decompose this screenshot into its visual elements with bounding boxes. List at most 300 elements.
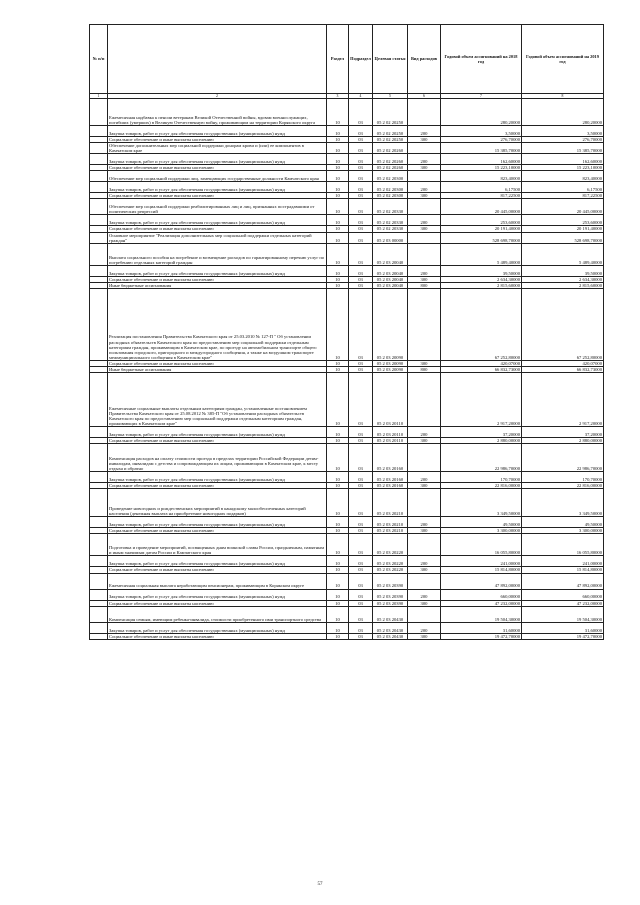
cell-name: Социальное обеспечение и иные выплаты населению [108, 528, 327, 534]
cell-2019: 66 832,73000 [522, 367, 604, 373]
cell-target: 05 2 02 20300 [373, 182, 408, 193]
cell-exp-type: 300 [408, 633, 441, 639]
cell-num [90, 534, 108, 556]
cell-target: 05 2 03 20110 [373, 373, 408, 427]
cell-target: 05 2 03 20430 [373, 622, 408, 633]
cell-exp-type: 800 [408, 367, 441, 373]
cell-section: 10 [327, 165, 349, 171]
col-number: 1 [90, 94, 108, 99]
cell-2018: 3 349,50000 [441, 489, 522, 517]
cell-exp-type: 200 [408, 427, 441, 438]
cell-name: Закупка товаров, работ и услуг для обеспечения государственных (муниципальных) нужд [108, 154, 327, 165]
col-header-subsection: Подраздел [349, 25, 373, 94]
cell-target: 05 2 03 20160 [373, 472, 408, 483]
cell-num [90, 573, 108, 589]
cell-num [90, 154, 108, 165]
cell-target: 05 2 02 20330 [373, 226, 408, 232]
cell-target: 05 2 02 20330 [373, 215, 408, 226]
cell-section: 10 [327, 367, 349, 373]
cell-subsection: 03 [349, 154, 373, 165]
cell-num [90, 606, 108, 622]
cell-num [90, 373, 108, 427]
cell-name: Ежемесячные социальные выплаты отдельным категориям граждан, установленные постановлением Правительства Камчатского края от 25.08.2012 № 385-П "Об установлении расходных обязательств Камчатского края по предоставлению мер социальной поддержки отдельным категориям граждан, проживающих в Камчатском крае" [108, 373, 327, 427]
cell-exp-type [408, 199, 441, 215]
cell-2019: 47 232,00000 [522, 600, 604, 606]
cell-section: 10 [327, 534, 349, 556]
cell-exp-type [408, 99, 441, 126]
table-row [90, 517, 604, 528]
cell-exp-type: 200 [408, 215, 441, 226]
table-row [90, 199, 604, 215]
cell-target: 05 2 03 20430 [373, 633, 408, 639]
cell-name: Закупка товаров, работ и услуг для обеспечения государственных (муниципальных) нужд [108, 622, 327, 633]
col-number: 2 [108, 94, 327, 99]
cell-num [90, 622, 108, 633]
cell-num [90, 556, 108, 567]
cell-2018: 39,50000 [441, 265, 522, 276]
cell-target: 05 2 02 20250 [373, 126, 408, 137]
cell-exp-type [408, 489, 441, 517]
cell-exp-type: 300 [408, 528, 441, 534]
cell-subsection: 03 [349, 472, 373, 483]
cell-2018: 528 698,70000 [441, 232, 522, 243]
cell-2018: 3 300,00000 [441, 528, 522, 534]
cell-exp-type [408, 573, 441, 589]
cell-subsection: 03 [349, 360, 373, 366]
cell-2018: 47 232,00000 [441, 600, 522, 606]
cell-subsection: 03 [349, 215, 373, 226]
cell-section: 10 [327, 232, 349, 243]
cell-name: Обеспечение дополнительных мер социальной поддержки донорам крови и (или) ее компонентов в Камчатском крае [108, 143, 327, 154]
cell-2018: 276,70000 [441, 137, 522, 143]
cell-section: 10 [327, 589, 349, 600]
cell-2018: 16 055,80000 [441, 534, 522, 556]
cell-2018: 170,70000 [441, 472, 522, 483]
cell-subsection: 03 [349, 193, 373, 199]
cell-section: 10 [327, 199, 349, 215]
cell-target: 05 2 03 20430 [373, 606, 408, 622]
cell-subsection: 03 [349, 567, 373, 573]
cell-subsection: 03 [349, 243, 373, 265]
table-row [90, 633, 604, 639]
cell-subsection: 03 [349, 199, 373, 215]
cell-2019: 241,00000 [522, 556, 604, 567]
cell-section: 10 [327, 276, 349, 282]
cell-name: Социальное обеспечение и иные выплаты населению [108, 193, 327, 199]
page-number: 57 [317, 882, 323, 887]
col-header-name [108, 25, 327, 94]
cell-exp-type: 300 [408, 226, 441, 232]
cell-target: 05 2 03 20110 [373, 438, 408, 444]
table-row [90, 373, 604, 427]
cell-subsection: 03 [349, 143, 373, 154]
cell-section: 10 [327, 215, 349, 226]
cell-exp-type: 800 [408, 282, 441, 288]
cell-2018: 15 223,10000 [441, 165, 522, 171]
cell-name: Основное мероприятие "Реализация дополнительных мер социальной поддержки отдельных категорий граждан" [108, 232, 327, 243]
cell-num [90, 427, 108, 438]
cell-section: 10 [327, 633, 349, 639]
table-row [90, 143, 604, 154]
cell-name: Проведение новогодних и рождественских мероприятий в канадскому малообеспеченных категорий населения (денежная выплата на приобретение новогодних подарков) [108, 489, 327, 517]
cell-num [90, 517, 108, 528]
cell-2019: 49,50000 [522, 517, 604, 528]
cell-num [90, 182, 108, 193]
cell-section: 10 [327, 573, 349, 589]
cell-subsection: 03 [349, 622, 373, 633]
table-row [90, 573, 604, 589]
cell-subsection: 03 [349, 483, 373, 489]
cell-section: 10 [327, 600, 349, 606]
cell-exp-type [408, 373, 441, 427]
cell-name: Социальное обеспечение и иные выплаты населению [108, 165, 327, 171]
cell-target: 05 2 02 20300 [373, 193, 408, 199]
cell-section: 10 [327, 193, 349, 199]
cell-2018: 2 815,60000 [441, 282, 522, 288]
cell-section: 10 [327, 622, 349, 633]
cell-2018: 67 252,80000 [441, 288, 522, 360]
cell-subsection: 03 [349, 367, 373, 373]
cell-target: 05 2 03 20220 [373, 534, 408, 556]
cell-2019: 823,40000 [522, 171, 604, 182]
cell-2018: 19 504,30000 [441, 606, 522, 622]
cell-num [90, 489, 108, 517]
table-row [90, 444, 604, 472]
cell-2018: 817,22500 [441, 193, 522, 199]
cell-section: 10 [327, 99, 349, 126]
cell-section: 10 [327, 282, 349, 288]
cell-2018: 19 472,70000 [441, 633, 522, 639]
cell-subsection: 03 [349, 276, 373, 282]
cell-subsection: 03 [349, 182, 373, 193]
cell-subsection: 03 [349, 606, 373, 622]
cell-target: 05 2 02 20260 [373, 143, 408, 154]
col-number: 5 [373, 94, 408, 99]
cell-target: 05 2 02 20300 [373, 171, 408, 182]
cell-name: Социальное обеспечение и иные выплаты населению [108, 276, 327, 282]
cell-section: 10 [327, 606, 349, 622]
cell-2019: 253,60000 [522, 215, 604, 226]
cell-section: 10 [327, 143, 349, 154]
cell-exp-type: 200 [408, 622, 441, 633]
cell-2019: 5 489,40000 [522, 243, 604, 265]
cell-2018: 6,17500 [441, 182, 522, 193]
cell-target: 05 2 03 20040 [373, 243, 408, 265]
cell-2018: 20 445,00000 [441, 199, 522, 215]
cell-2019: 47 892,00000 [522, 573, 604, 589]
cell-name: Закупка товаров, работ и услуг для обеспечения государственных (муниципальных) нужд [108, 265, 327, 276]
cell-2019: 280,20000 [522, 99, 604, 126]
cell-name: Обеспечение мер социальной поддержки лиц, замещающих государственные должности Камчатского края [108, 171, 327, 182]
cell-exp-type: 200 [408, 154, 441, 165]
cell-section: 10 [327, 373, 349, 427]
cell-exp-type: 200 [408, 589, 441, 600]
cell-2018: 31,60000 [441, 622, 522, 633]
cell-2018: 37,20000 [441, 427, 522, 438]
cell-name: Социальное обеспечение и иные выплаты населению [108, 226, 327, 232]
cell-num [90, 243, 108, 265]
table-row [90, 427, 604, 438]
cell-target: 05 2 03 20220 [373, 567, 408, 573]
cell-target: 05 2 03 20110 [373, 427, 408, 438]
cell-2019: 170,70000 [522, 472, 604, 483]
table-row [90, 154, 604, 165]
table-row [90, 265, 604, 276]
cell-subsection: 03 [349, 633, 373, 639]
cell-name: Социальное обеспечение и иные выплаты населению [108, 483, 327, 489]
cell-subsection: 03 [349, 226, 373, 232]
cell-target: 05 2 03 20390 [373, 600, 408, 606]
cell-2019: 3 300,00000 [522, 528, 604, 534]
cell-2018: 15 385,70000 [441, 143, 522, 154]
cell-section: 10 [327, 360, 349, 366]
cell-2018: 22 816,00000 [441, 483, 522, 489]
cell-section: 10 [327, 182, 349, 193]
cell-num [90, 199, 108, 215]
cell-2018: 2 634,30000 [441, 276, 522, 282]
cell-target: 05 2 03 20160 [373, 483, 408, 489]
cell-target: 05 2 03 20390 [373, 589, 408, 600]
cell-name: Социальное обеспечение и иные выплаты населению [108, 633, 327, 639]
cell-subsection: 03 [349, 427, 373, 438]
cell-subsection: 03 [349, 288, 373, 360]
cell-2019: 67 252,80000 [522, 288, 604, 360]
cell-2019: 19 504,30000 [522, 606, 604, 622]
table-row [90, 232, 604, 243]
cell-2019: 660,00000 [522, 589, 604, 600]
table-row [90, 472, 604, 483]
cell-2019: 15 814,80000 [522, 567, 604, 573]
cell-2019: 16 055,80000 [522, 534, 604, 556]
cell-2019: 420,07000 [522, 360, 604, 366]
cell-name: Закупка товаров, работ и услуг для обеспечения государственных (муниципальных) нужд [108, 517, 327, 528]
cell-name: Ежемесячная надбавка к пенсии ветеранам Великой Отечественной войны, вдовам военнослужащих, погибших (умерших) в Великую Отечественную войну, проживающим на территории Корякского округа [108, 99, 327, 126]
cell-exp-type: 200 [408, 556, 441, 567]
cell-name: Выплата социального пособия на погребение и возмещение расходов по гарантированному перечню услуг по погребению отдельных категорий граждан [108, 243, 327, 265]
cell-2019: 276,70000 [522, 137, 604, 143]
col-header-target: Целевая статья [373, 25, 408, 94]
cell-target: 05 2 02 20260 [373, 154, 408, 165]
table-row [90, 288, 604, 360]
cell-target: 05 2 03 20390 [373, 573, 408, 589]
cell-section: 10 [327, 265, 349, 276]
cell-exp-type: 300 [408, 276, 441, 282]
cell-num [90, 99, 108, 126]
cell-target: 05 2 03 20160 [373, 444, 408, 472]
cell-name: Закупка товаров, работ и услуг для обеспечения государственных (муниципальных) нужд [108, 427, 327, 438]
cell-exp-type [408, 232, 441, 243]
cell-num [90, 232, 108, 243]
col-number: 3 [327, 94, 349, 99]
cell-name: Социальное обеспечение и иные выплаты населению [108, 438, 327, 444]
cell-num [90, 215, 108, 226]
cell-subsection: 03 [349, 444, 373, 472]
table-row [90, 99, 604, 126]
cell-target: 05 2 03 20210 [373, 528, 408, 534]
cell-section: 10 [327, 556, 349, 567]
cell-exp-type [408, 534, 441, 556]
cell-exp-type: 200 [408, 472, 441, 483]
cell-name: Закупка товаров, работ и услуг для обеспечения государственных (муниципальных) нужд [108, 556, 327, 567]
cell-2019: 20 191,40000 [522, 226, 604, 232]
cell-subsection: 03 [349, 556, 373, 567]
cell-section: 10 [327, 489, 349, 517]
cell-subsection: 03 [349, 517, 373, 528]
cell-subsection: 03 [349, 99, 373, 126]
col-header-num: № п/п [90, 25, 108, 94]
cell-exp-type [408, 444, 441, 472]
cell-num [90, 472, 108, 483]
cell-exp-type: 200 [408, 182, 441, 193]
cell-section: 10 [327, 137, 349, 143]
cell-2018: 162,60000 [441, 154, 522, 165]
cell-subsection: 03 [349, 265, 373, 276]
cell-section: 10 [327, 288, 349, 360]
table-row [90, 126, 604, 137]
cell-subsection: 03 [349, 534, 373, 556]
cell-target: 05 2 03 00000 [373, 232, 408, 243]
cell-name: Закупка товаров, работ и услуг для обеспечения государственных (муниципальных) нужд [108, 215, 327, 226]
cell-2018: 823,40000 [441, 171, 522, 182]
cell-2019: 3,50000 [522, 126, 604, 137]
cell-section: 10 [327, 171, 349, 182]
col-header-section: Раздел [327, 25, 349, 94]
cell-name: Закупка товаров, работ и услуг для обеспечения государственных (муниципальных) нужд [108, 472, 327, 483]
cell-target: 05 2 03 20090 [373, 367, 408, 373]
cell-2018: 280,20000 [441, 99, 522, 126]
cell-2019: 2 917,20000 [522, 373, 604, 427]
cell-2019: 6,17500 [522, 182, 604, 193]
cell-section: 10 [327, 483, 349, 489]
cell-name: Закупка товаров, работ и услуг для обеспечения государственных (муниципальных) нужд [108, 126, 327, 137]
cell-subsection: 03 [349, 137, 373, 143]
cell-section: 10 [327, 154, 349, 165]
cell-subsection: 03 [349, 232, 373, 243]
cell-section: 10 [327, 517, 349, 528]
cell-section: 10 [327, 243, 349, 265]
cell-2018: 660,00000 [441, 589, 522, 600]
cell-exp-type [408, 288, 441, 360]
cell-2019: 15 223,10000 [522, 165, 604, 171]
cell-section: 10 [327, 126, 349, 137]
cell-num [90, 288, 108, 360]
cell-name: Подготовка и проведение мероприятий, посвященных дням воинской славы России, праздничным, памятным и иным значимым датам России и Камчатского края [108, 534, 327, 556]
cell-name: Социальное обеспечение и иные выплаты населению [108, 600, 327, 606]
cell-section: 10 [327, 438, 349, 444]
cell-num [90, 171, 108, 182]
cell-target: 05 2 02 20260 [373, 165, 408, 171]
cell-subsection: 03 [349, 589, 373, 600]
cell-name: Реализация постановления Правительства Камчатского края от 25.03.2010 № 127-П " Об установлении расходных обязательств Камчатского края по предоставлению мер социальной поддержки отдельным категориям граждан, проживающим в Камчатском крае, по проезду на автомобильном транспорте общего пользования городского, пригородного и междугородного сообщения, а также на воздушном транспорте межмуниципального сообщения в Камчатском крае" [108, 288, 327, 360]
cell-subsection: 03 [349, 126, 373, 137]
cell-subsection: 03 [349, 489, 373, 517]
cell-section: 10 [327, 444, 349, 472]
cell-name: Закупка товаров, работ и услуг для обеспечения государственных (муниципальных) нужд [108, 182, 327, 193]
cell-exp-type: 300 [408, 137, 441, 143]
col-header-2018: Годовой объем ассигнований на 2018 год [441, 25, 522, 94]
cell-subsection: 03 [349, 438, 373, 444]
table-body [90, 99, 604, 640]
cell-target: 05 2 03 20040 [373, 282, 408, 288]
cell-target: 05 2 02 20330 [373, 199, 408, 215]
cell-2018: 66 832,73000 [441, 367, 522, 373]
cell-name: Компенсация семьям, имеющим ребенка-инвалида, стоимости приобретенного ими транспортного средства [108, 606, 327, 622]
cell-exp-type: 200 [408, 517, 441, 528]
col-number: 8 [522, 94, 604, 99]
cell-target: 05 2 03 20040 [373, 265, 408, 276]
table-row [90, 589, 604, 600]
table-row [90, 534, 604, 556]
cell-2018: 49,50000 [441, 517, 522, 528]
cell-2019: 817,22500 [522, 193, 604, 199]
cell-2019: 37,20000 [522, 427, 604, 438]
cell-target: 05 2 03 20090 [373, 360, 408, 366]
cell-num [90, 265, 108, 276]
cell-2019: 528 698,70000 [522, 232, 604, 243]
cell-subsection: 03 [349, 573, 373, 589]
col-number: 4 [349, 94, 373, 99]
cell-name: Закупка товаров, работ и услуг для обеспечения государственных (муниципальных) нужд [108, 589, 327, 600]
col-number: 6 [408, 94, 441, 99]
cell-section: 10 [327, 567, 349, 573]
table-row [90, 489, 604, 517]
cell-target: 05 2 02 20250 [373, 99, 408, 126]
cell-subsection: 03 [349, 373, 373, 427]
cell-2019: 2 634,30000 [522, 276, 604, 282]
cell-exp-type: 300 [408, 600, 441, 606]
cell-target: 05 2 03 20220 [373, 556, 408, 567]
cell-subsection: 03 [349, 171, 373, 182]
budget-table [89, 24, 604, 640]
cell-name: Социальное обеспечение и иные выплаты населению [108, 137, 327, 143]
cell-2018: 20 191,40000 [441, 226, 522, 232]
cell-2018: 2 917,20000 [441, 373, 522, 427]
cell-num [90, 143, 108, 154]
cell-section: 10 [327, 528, 349, 534]
cell-name: Компенсация расходов на оплату стоимости проезда в пределах территории Российской Федерации детям-инвалидам, инвалидам с детства и сопровождающим их лицам, проживающим в Камчатском крае, к месту отдыха и обратно [108, 444, 327, 472]
cell-exp-type: 300 [408, 193, 441, 199]
cell-2018: 15 814,80000 [441, 567, 522, 573]
cell-2019: 3 349,50000 [522, 489, 604, 517]
cell-2018: 420,07000 [441, 360, 522, 366]
table-row [90, 556, 604, 567]
cell-target: 05 2 03 20090 [373, 288, 408, 360]
table-row [90, 171, 604, 182]
table-row [90, 606, 604, 622]
cell-num [90, 589, 108, 600]
table-row [90, 215, 604, 226]
cell-subsection: 03 [349, 600, 373, 606]
cell-2018: 22 986,70000 [441, 444, 522, 472]
cell-exp-type: 300 [408, 438, 441, 444]
cell-2019: 162,60000 [522, 154, 604, 165]
cell-num [90, 444, 108, 472]
cell-2019: 22 816,00000 [522, 483, 604, 489]
budget-table-sheet [89, 24, 603, 640]
cell-exp-type: 200 [408, 265, 441, 276]
header-row [90, 25, 604, 94]
cell-section: 10 [327, 226, 349, 232]
cell-2019: 31,60000 [522, 622, 604, 633]
cell-section: 10 [327, 472, 349, 483]
cell-2019: 39,50000 [522, 265, 604, 276]
cell-exp-type: 300 [408, 567, 441, 573]
col-header-exp-type: Вид расходов [408, 25, 441, 94]
cell-2019: 2 880,00000 [522, 438, 604, 444]
cell-name: Иные бюджетные ассигнования [108, 282, 327, 288]
cell-target: 05 2 03 20040 [373, 276, 408, 282]
cell-exp-type [408, 143, 441, 154]
